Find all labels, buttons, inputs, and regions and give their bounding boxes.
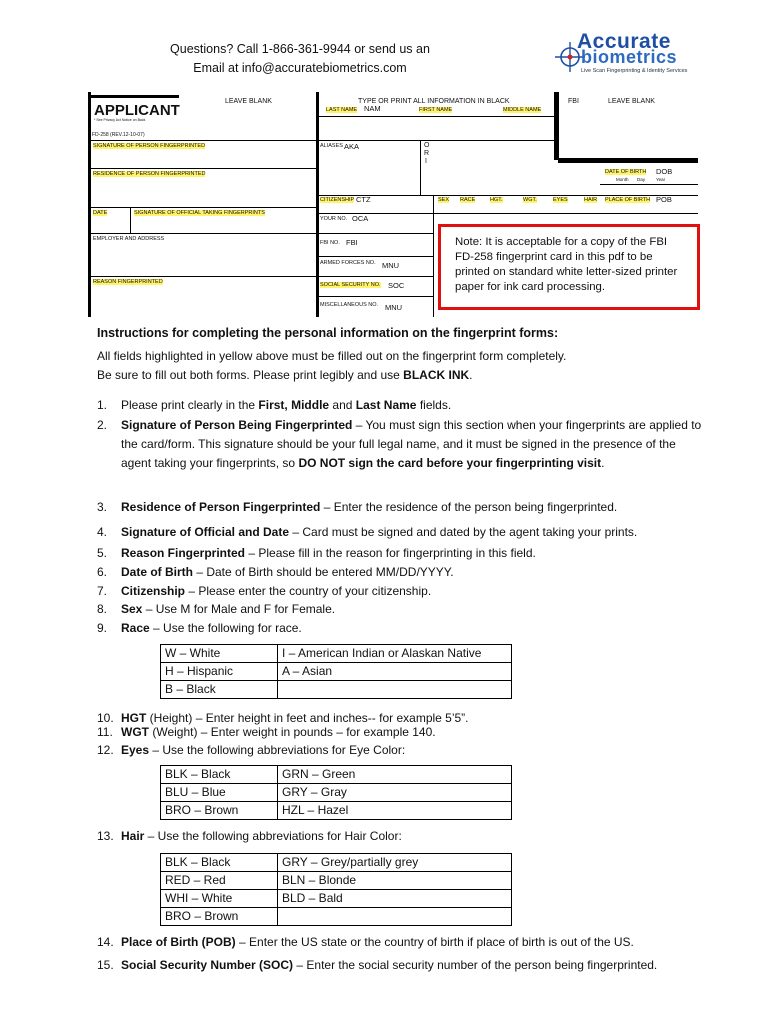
form-fbi-bar xyxy=(554,92,559,160)
list-text-part: – Use the following abbreviations for Eye Color: xyxy=(149,743,406,757)
list-bold-part: Place of Birth (POB) xyxy=(121,935,236,949)
table-cell: BLK – Black xyxy=(161,854,278,872)
fbi-no-value: FBI xyxy=(346,238,358,247)
ssn-line xyxy=(319,296,434,297)
pob-value: POB xyxy=(656,195,672,204)
table-cell xyxy=(278,908,512,926)
contact-line-email: Email at info@accuratebiometrics.com xyxy=(193,61,407,75)
dob-label: DATE OF BIRTH xyxy=(605,169,647,175)
list-bold-part: Signature of Person Being Fingerprinted xyxy=(121,418,353,432)
last-name-value: NAM xyxy=(364,104,381,113)
your-no-label: YOUR NO. xyxy=(320,216,348,222)
table-cell: BLD – Bald xyxy=(278,890,512,908)
contact-info xyxy=(150,40,450,78)
black-ink-emphasis: BLACK INK xyxy=(403,368,470,382)
note-box: Note: It is acceptable for a copy of the FBI FD-258 fingerprint card in this pdf to be printed on standard white letter-sized printer paper for ink card processing. xyxy=(438,224,700,310)
table-cell: BLN – Blonde xyxy=(278,872,512,890)
right-fields-divider xyxy=(433,213,434,317)
list-text xyxy=(121,933,707,952)
type-or-print-label: TYPE OR PRINT ALL INFORMATION IN BLACK xyxy=(358,98,510,105)
misc-label: MISCELLANEOUS NO. xyxy=(320,302,379,308)
aliases-row-line xyxy=(319,140,555,141)
date-divider xyxy=(130,207,131,233)
list-bold-part: WGT xyxy=(121,725,149,739)
date-row-line xyxy=(91,207,316,208)
pob-label: PLACE OF BIRTH xyxy=(605,197,651,203)
race-label: RACE xyxy=(460,197,476,203)
list-number: 11. xyxy=(97,725,113,739)
list-text-part: Please print clearly in the xyxy=(121,398,259,412)
list-text xyxy=(121,523,707,542)
table-row xyxy=(161,872,512,890)
form-middle-divider xyxy=(316,92,319,317)
your-no-line xyxy=(319,233,434,234)
list-number: 13. xyxy=(97,829,114,843)
intro-line-1: All fields highlighted in yellow above must be filled out on the fingerprint form completely. xyxy=(97,349,567,363)
ssn-value: SOC xyxy=(388,281,405,290)
list-text xyxy=(121,498,707,517)
list-number: 4. xyxy=(97,525,108,539)
sig-row-line xyxy=(91,140,316,141)
table-cell: W – White xyxy=(161,645,278,663)
company-logo xyxy=(555,32,700,82)
misc-value: MNU xyxy=(385,303,403,312)
wgt-label: WGT. xyxy=(523,197,537,203)
list-text-part: . xyxy=(601,456,605,470)
middle-name-label: MIDDLE NAME xyxy=(503,107,542,113)
table-cell: RED – Red xyxy=(161,872,278,890)
table-row xyxy=(161,681,512,699)
applicant-title: APPLICANT xyxy=(94,102,180,119)
last-name-label: LAST NAME xyxy=(326,107,358,113)
leave-blank-label: LEAVE BLANK xyxy=(225,98,272,105)
sex-label: SEX xyxy=(438,197,450,203)
fbi-no-label: FBI NO. xyxy=(320,240,340,246)
list-number: 5. xyxy=(97,546,108,560)
date-label: DATE xyxy=(93,210,108,216)
table-row xyxy=(161,802,512,820)
table-row xyxy=(161,890,512,908)
hair-color-table xyxy=(160,853,512,926)
list-text xyxy=(121,600,707,619)
table-row xyxy=(161,766,512,784)
list-text xyxy=(121,619,707,638)
signature-label: SIGNATURE OF PERSON FINGERPRINTED xyxy=(93,143,206,149)
list-text-part: – Use M for Male and F for Female. xyxy=(142,602,336,616)
reason-row-line xyxy=(91,276,316,277)
instructions-heading: Instructions for completing the personal information on the fingerprint forms: xyxy=(97,326,559,340)
citizenship-label: CITIZENSHIP xyxy=(320,197,355,203)
aliases-label: ALIASES xyxy=(320,143,343,149)
list-number: 10. xyxy=(97,711,114,725)
list-bold-part: Signature of Official and Date xyxy=(121,525,290,539)
form-top-bar xyxy=(91,95,179,98)
table-row xyxy=(161,645,512,663)
list-bold-part: Sex xyxy=(121,602,143,616)
list-text-part: (Height) – Enter height in feet and inches-- for example 5’5”. xyxy=(146,711,469,725)
name-row-line xyxy=(319,116,555,117)
list-bold-part: Reason Fingerprinted xyxy=(121,546,246,560)
armed-forces-line xyxy=(319,276,434,277)
list-text xyxy=(121,563,707,582)
list-text-part: (Weight) – Enter weight in pounds – for example 140. xyxy=(149,725,436,739)
list-text xyxy=(121,544,707,563)
list-text xyxy=(121,416,707,473)
ori-divider xyxy=(420,140,421,195)
your-no-value: OCA xyxy=(352,214,369,223)
list-text-part: and xyxy=(329,398,356,412)
table-row xyxy=(161,784,512,802)
list-text xyxy=(121,396,707,415)
list-text-part: – Use the following abbreviations for Hair Color: xyxy=(144,829,402,843)
fbi-no-line xyxy=(319,256,434,257)
logo-tagline: Live Scan Fingerprinting & Identity Services xyxy=(581,68,688,74)
list-text xyxy=(121,582,707,601)
residence-row-line xyxy=(91,168,316,169)
list-text xyxy=(121,827,707,846)
list-number: 12. xyxy=(97,743,114,757)
armed-forces-value: MNU xyxy=(382,261,400,270)
table-cell: I – American Indian or Alaskan Native xyxy=(278,645,512,663)
intro-line-2-end: . xyxy=(469,368,473,382)
employer-row-line xyxy=(91,233,316,234)
aliases-value: AKA xyxy=(344,142,360,151)
ori-letter-o: O xyxy=(424,142,430,149)
list-bold-part: DO NOT sign the card before your fingerprinting visit xyxy=(298,456,602,470)
list-number: 2. xyxy=(97,418,108,432)
table-cell: WHI – White xyxy=(161,890,278,908)
table-row xyxy=(161,663,512,681)
instructions-intro xyxy=(97,347,697,385)
list-bold-part: Race xyxy=(121,621,150,635)
list-bold-part: HGT xyxy=(121,711,147,725)
dob-line xyxy=(600,184,698,185)
list-number: 7. xyxy=(97,584,108,598)
applicant-subtitle: * See Privacy Act Notice on Back xyxy=(94,118,146,122)
residence-label: RESIDENCE OF PERSON FINGERPRINTED xyxy=(93,171,206,177)
dob-month: Month xyxy=(616,177,629,182)
reason-label: REASON FINGERPRINTED xyxy=(93,279,163,285)
list-text xyxy=(121,741,707,760)
race-table xyxy=(160,644,512,699)
list-text-part: – Please enter the country of your citizenship. xyxy=(185,584,432,598)
list-text-part: – Please fill in the reason for fingerprinting in this field. xyxy=(245,546,536,560)
table-cell: GRY – Grey/partially grey xyxy=(278,854,512,872)
form-fbi-box-bottom xyxy=(558,158,698,163)
list-number: 15. xyxy=(97,958,114,972)
citizenship-row-bottom xyxy=(319,213,698,214)
first-name-label: FIRST NAME xyxy=(419,107,453,113)
table-cell: BLK – Black xyxy=(161,766,278,784)
table-row xyxy=(161,854,512,872)
logo-word-biometrics: biometrics xyxy=(581,47,678,67)
list-number: 9. xyxy=(97,621,108,635)
table-cell: A – Asian xyxy=(278,663,512,681)
list-text-part: – Enter the US state or the country of birth if place of birth is out of the US. xyxy=(235,935,634,949)
list-text xyxy=(121,956,707,975)
list-bold-part: Date of Birth xyxy=(121,565,193,579)
list-bold-part: Eyes xyxy=(121,743,150,757)
list-number: 8. xyxy=(97,602,108,616)
sig-official-label: SIGNATURE OF OFFICIAL TAKING FINGERPRINTS xyxy=(134,210,265,216)
table-cell: HZL – Hazel xyxy=(278,802,512,820)
table-cell xyxy=(278,681,512,699)
hgt-label: HGT. xyxy=(490,197,503,203)
table-cell: GRN – Green xyxy=(278,766,512,784)
ori-letter-i: I xyxy=(425,158,427,165)
dob-year: Year xyxy=(656,177,666,182)
list-text-part: – Date of Birth should be entered MM/DD/YYYY. xyxy=(193,565,454,579)
citizenship-row-top xyxy=(319,195,698,196)
form-code: FD-258 (REV.12-10-07) xyxy=(92,132,145,138)
table-cell: BLU – Blue xyxy=(161,784,278,802)
ori-letter-r: R xyxy=(424,150,430,157)
list-text-part: fields. xyxy=(416,398,452,412)
intro-line-2 xyxy=(97,366,697,385)
list-number: 3. xyxy=(97,500,108,514)
table-cell: BRO – Brown xyxy=(161,908,278,926)
list-bold-part: Hair xyxy=(121,829,145,843)
intro-line-2-text: Be sure to fill out both forms. Please print legibly and use xyxy=(97,368,404,382)
contact-line-phone: Questions? Call 1-866-361-9944 or send us an xyxy=(170,42,430,56)
ctz-divider xyxy=(433,195,434,213)
leave-blank-label-2: LEAVE BLANK xyxy=(608,98,655,105)
list-number: 1. xyxy=(97,398,108,412)
list-bold-part: Residence of Person Fingerprinted xyxy=(121,500,321,514)
employer-label: EMPLOYER AND ADDRESS xyxy=(93,236,165,242)
list-bold-part: Social Security Number (SOC) xyxy=(121,958,294,972)
ssn-label: SOCIAL SECURITY NO. xyxy=(320,282,381,288)
dob-value: DOB xyxy=(656,167,673,176)
list-bold-part: Citizenship xyxy=(121,584,186,598)
list-text xyxy=(121,723,707,742)
list-text-part: – Card must be signed and dated by the agent taking your prints. xyxy=(289,525,638,539)
eyes-label: EYES xyxy=(553,197,568,203)
list-bold-part: Last Name xyxy=(355,398,417,412)
table-cell: BRO – Brown xyxy=(161,802,278,820)
table-cell: B – Black xyxy=(161,681,278,699)
armed-forces-label: ARMED FORCES NO. xyxy=(320,260,376,266)
logo-word-accurate: Accurate xyxy=(577,30,671,53)
table-cell: GRY – Gray xyxy=(278,784,512,802)
list-number: 14. xyxy=(97,935,114,949)
list-number: 6. xyxy=(97,565,108,579)
list-text-part: – You must sign this section when your fingerprints are applied to the card/form. This signature should be your full legal name, and it must be signed in the presence of the agent taking your fingerprints, so xyxy=(121,418,702,470)
list-text-part: – Enter the residence of the person being fingerprinted. xyxy=(320,500,618,514)
list-text-part: – Use the following for race. xyxy=(149,621,302,635)
citizenship-value: CTZ xyxy=(356,195,371,204)
list-bold-part: First, Middle xyxy=(258,398,330,412)
fbi-label: FBI xyxy=(568,98,579,105)
list-text-part: – Enter the social security number of the person being fingerprinted. xyxy=(293,958,658,972)
hair-label: HAIR xyxy=(584,197,598,203)
eye-color-table xyxy=(160,765,512,820)
form-left-border xyxy=(88,92,91,317)
dob-day: Day xyxy=(637,177,646,182)
table-row xyxy=(161,908,512,926)
table-cell: H – Hispanic xyxy=(161,663,278,681)
